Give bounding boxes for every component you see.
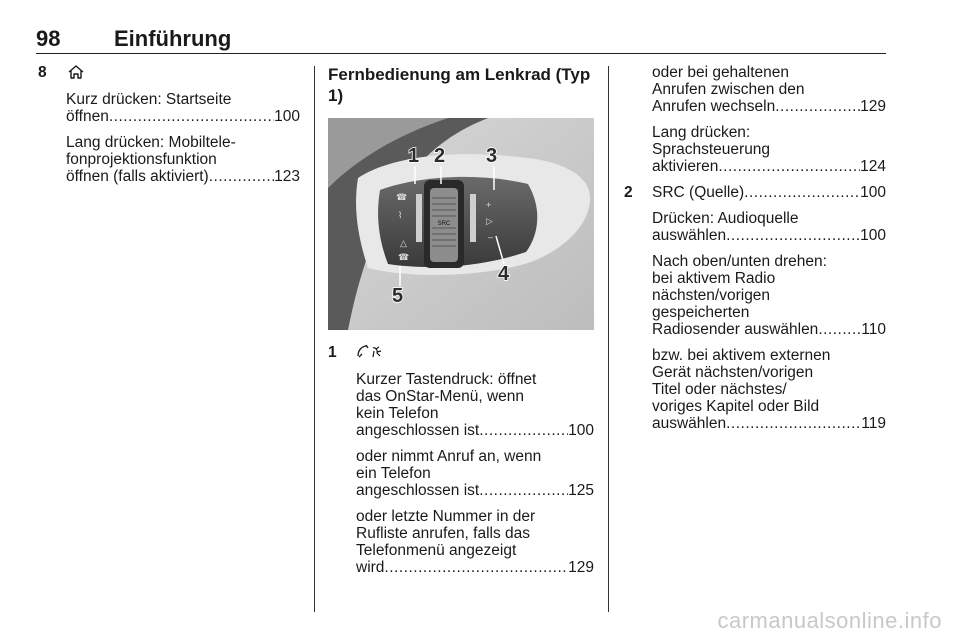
header-rule: [36, 53, 886, 54]
steering-wheel-controls-figure: [328, 118, 594, 330]
svg-text:☎: ☎: [398, 252, 410, 262]
src-label: SRC: [437, 221, 451, 227]
entry-8-item-2: Lang drücken: Mobiltele- fonprojektionsfunktion öffnen (falls aktiviert) ..... 123: [66, 134, 300, 185]
callout-4: 4: [498, 263, 510, 285]
page-ref: 129: [860, 98, 886, 115]
svg-text:△: △: [400, 238, 407, 248]
page-ref: 100: [860, 227, 886, 244]
entry-number: 2: [624, 184, 633, 201]
column-2: [328, 64, 594, 585]
page-number: 98: [36, 26, 61, 51]
entry-2-item-1: Drücken: Audioquelle auswählen ..... 100: [652, 210, 886, 244]
svg-text:+: +: [486, 200, 492, 210]
entry-2-head: SRC (Quelle) ..... 100: [652, 184, 886, 201]
entry-8: [38, 64, 300, 185]
callout-5: 5: [392, 285, 404, 307]
entry-1-item-1: Kurzer Tastendruck: öffnet das OnStar-Menü, wenn kein Telefon angeschlossen ist ..... 100: [356, 371, 594, 439]
callout-2: 2: [434, 145, 446, 167]
column-1: [38, 64, 300, 194]
page-ref: 129: [568, 559, 594, 576]
svg-text:▷: ▷: [486, 216, 493, 226]
page-ref: 100: [568, 422, 594, 439]
svg-text:⌇: ⌇: [398, 210, 403, 220]
svg-text:–: –: [488, 232, 494, 242]
column-divider-2: [608, 66, 609, 612]
page-ref: 119: [861, 415, 886, 432]
home-icon: [66, 64, 300, 83]
page-ref: 100: [860, 184, 886, 201]
entry-1-item-2: oder nimmt Anruf an, wenn ein Telefon angeschlossen ist ..... 125: [356, 448, 594, 499]
page-header: [36, 26, 886, 52]
entry-1-item-3: oder letzte Nummer in der Rufliste anrufen, falls das Telefonmenü angezeigt wird ..... 129: [356, 508, 594, 576]
continuation-item-1: oder bei gehaltenen Anrufen zwischen den Anrufen wechseln ..... 129: [652, 64, 886, 115]
entry-number: 8: [38, 64, 47, 81]
chapter-title: Einführung: [114, 26, 232, 51]
phone-voice-icon: [356, 344, 594, 363]
entry-1-continued: [624, 64, 886, 175]
page-ref: 124: [860, 158, 886, 175]
entry-2-item-2: Nach oben/unten drehen: bei aktivem Radio nächsten/vorigen gespeicherten Radiosender auswählen ..... 110: [652, 253, 886, 338]
watermark: carmanualsonline.info: [717, 608, 942, 633]
entry-number: 1: [328, 344, 337, 361]
page-ref: 100: [274, 108, 300, 125]
continuation-item-2: Lang drücken: Sprachsteuerung aktivieren ..... 124: [652, 124, 886, 175]
page-ref: 123: [274, 168, 300, 185]
entry-2-item-3: bzw. bei aktivem externen Gerät nächsten/vorigen Titel oder nächstes/ voriges Kapitel oder Bild auswählen ..... 119: [652, 347, 886, 432]
svg-text:☎: ☎: [396, 192, 408, 202]
callout-3: 3: [486, 145, 498, 167]
callout-1: 1: [408, 145, 420, 167]
column-divider-1: [314, 66, 315, 612]
entry-2: [624, 184, 886, 432]
section-title: Fernbedienung am Lenkrad (Typ 1): [328, 65, 591, 105]
page-ref: 125: [568, 482, 594, 499]
column-3: [624, 64, 886, 441]
entry-8-item-1: Kurz drücken: Startseite öffnen ..... 100: [66, 91, 300, 125]
entry-1: [328, 344, 594, 576]
page-ref: 110: [861, 321, 886, 338]
